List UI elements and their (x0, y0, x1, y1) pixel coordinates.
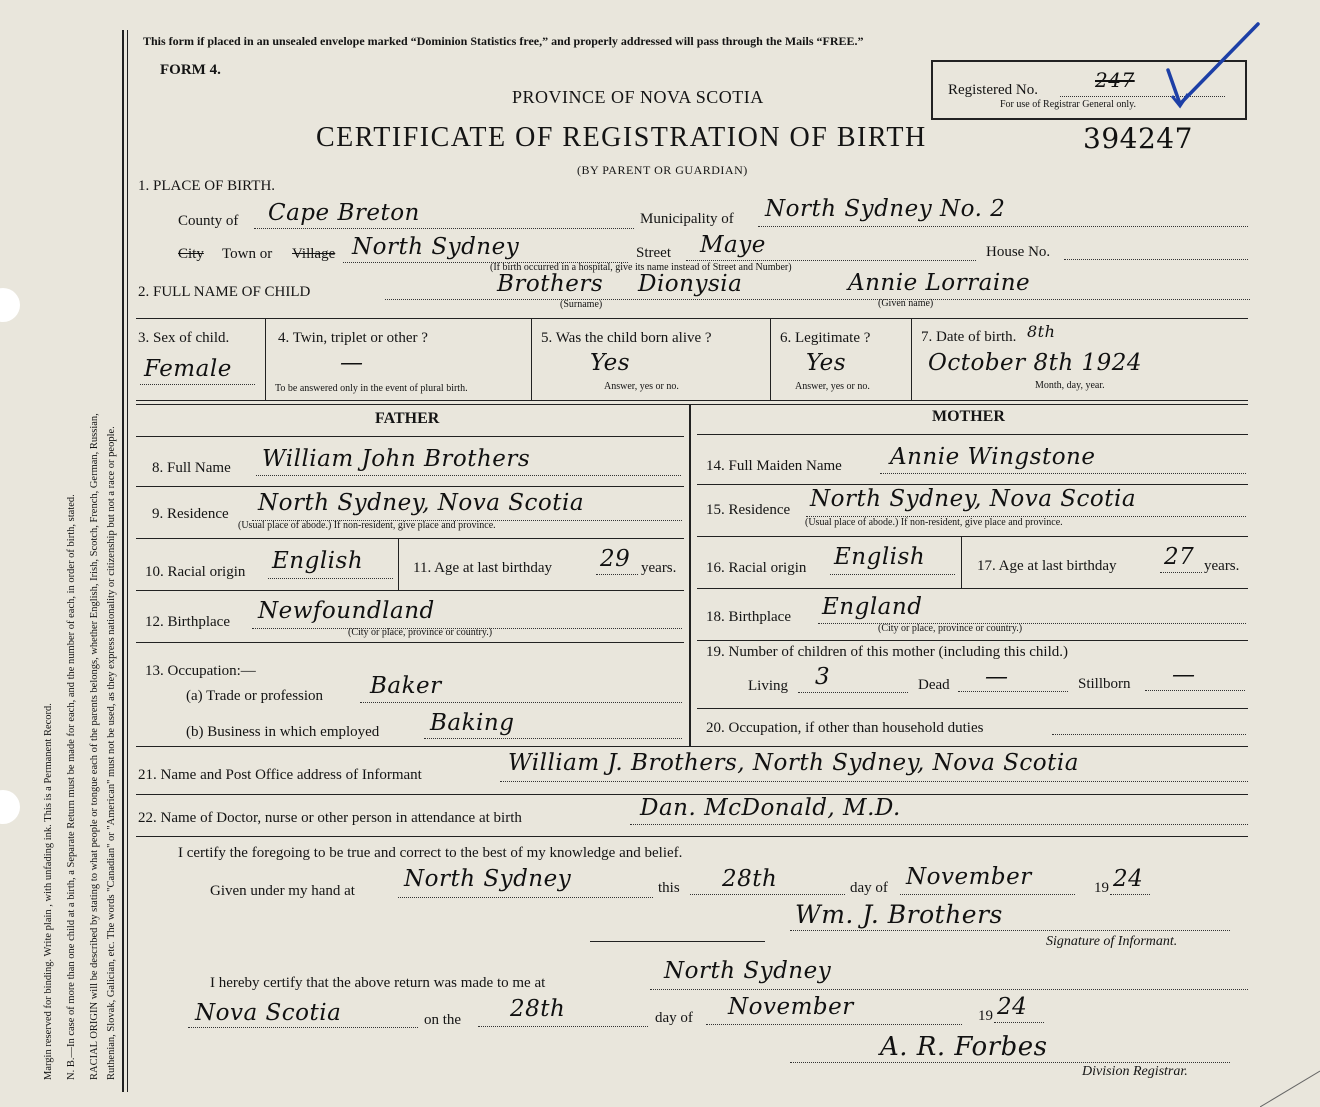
occupation-label: 13. Occupation:— (145, 663, 256, 679)
county-line (254, 228, 634, 229)
surname-note: (Surname) (560, 299, 603, 310)
mail-notice: This form if placed in an unsealed envelope marked “Dominion Statistics free,” and properly addressed will pass through the Mails “FREE.” (143, 34, 864, 48)
given-under-label: Given under my hand at (210, 883, 355, 899)
mother-birthplace-label: 18. Birthplace (706, 609, 791, 625)
certify-statement: I certify the foregoing to be true and correct to the best of my knowledge and belief. (178, 845, 683, 861)
mother-race-label: 16. Racial origin (706, 560, 807, 576)
doctor-label: 22. Name of Doctor, nurse or other person in attendance at birth (138, 810, 522, 826)
registrar-on-the-label: on the (424, 1012, 462, 1028)
certify-year-prefix: 19 (1094, 880, 1109, 896)
registered-label: Registered No. (948, 82, 1038, 98)
doctor-value: Dan. McDonald, M.D. (640, 795, 901, 821)
registrar-statement: I hereby certify that the above return was made to me at (210, 975, 546, 991)
given-place-value: North Sydney (404, 866, 572, 892)
father-age-line (596, 574, 638, 575)
informant-value: William J. Brothers, North Sydney, Nova Scotia (508, 750, 1079, 776)
father-birthplace-value: Newfoundland (258, 598, 435, 624)
child-surname: Brothers (497, 271, 604, 297)
certify-year-line (1110, 894, 1150, 895)
certify-month-value: November (906, 864, 1032, 890)
mother-occupation-label: 20. Occupation, if other than household duties (706, 720, 984, 736)
registrar-month-value: November (728, 994, 854, 1020)
informant-signature: Wm. J. Brothers (795, 900, 1003, 929)
street-label: Street (636, 245, 671, 261)
mother-heading: MOTHER (932, 408, 1005, 425)
hospital-note: (If birth occurred in a hospital, give its name instead of Street and Number) (490, 262, 792, 273)
alive-value: Yes (590, 350, 631, 376)
child-given-name-1: Dionysia (638, 271, 743, 297)
certificate-subtitle: (BY PARENT OR GUARDIAN) (577, 163, 748, 177)
registrar-place-1: North Sydney (664, 958, 832, 984)
father-residence-value: North Sydney, Nova Scotia (258, 490, 585, 516)
mother-race-divider (961, 536, 962, 588)
dead-line (958, 691, 1068, 692)
mother-age-value: 27 (1164, 544, 1195, 570)
city-label: City (178, 246, 204, 262)
parents-center-divider (689, 404, 691, 746)
punch-hole-bottom (0, 790, 20, 824)
child-given-name-2: Annie Lorraine (848, 270, 1031, 296)
father-rule-3 (136, 538, 684, 539)
mother-residence-label: 15. Residence (706, 502, 791, 518)
margin-note-3: RACIAL ORIGIN will be described by stating to what people or tongue each of the parents belongs, whether English, Irish, Scotch, French, German, Russian, (89, 413, 100, 1080)
legitimate-value: Yes (806, 350, 847, 376)
registrar-place-2: Nova Scotia (195, 1000, 342, 1026)
given-name-note: (Given name) (878, 298, 934, 309)
dob-label: 7. Date of birth. (921, 329, 1017, 345)
registrar-day-line (478, 1026, 648, 1027)
dob-note: Month, day, year. (1035, 380, 1105, 391)
sex-line (140, 384, 255, 385)
dead-value: — (985, 664, 1009, 690)
sex-label: 3. Sex of child. (138, 330, 230, 346)
father-rule-1 (136, 436, 684, 437)
registrar-month-line (706, 1024, 962, 1025)
certify-day-of-label: day of (850, 880, 888, 896)
registrar-day-value: 28th (510, 996, 566, 1022)
mother-age-label: 17. Age at last birthday (977, 558, 1117, 574)
legitimate-note: Answer, yes or no. (795, 381, 870, 392)
sex-value: Female (144, 356, 232, 382)
certificate-number: 394247 (1083, 122, 1193, 155)
registered-number: 247 (1095, 68, 1135, 92)
row3-divider-4 (911, 318, 912, 400)
trade-line (360, 702, 682, 703)
dead-label: Dead (918, 677, 950, 693)
parents-top-line (136, 404, 1248, 405)
trade-label: (a) Trade or profession (186, 688, 324, 704)
father-name-label: 8. Full Name (152, 460, 231, 476)
informant-label: 21. Name and Post Office address of Informant (138, 767, 422, 783)
row3-divider-3 (770, 318, 771, 400)
living-line (798, 692, 908, 693)
mother-rule-2 (697, 484, 1248, 485)
punch-hole-top (0, 288, 20, 322)
mother-race-value: English (834, 544, 926, 570)
father-rule-2 (136, 486, 684, 487)
mother-name-label: 14. Full Maiden Name (706, 458, 842, 474)
mother-rule-3 (697, 536, 1248, 537)
municipality-line (758, 226, 1248, 227)
registrar-year-prefix: 19 (978, 1008, 993, 1024)
dob-super: 8th (1027, 322, 1056, 341)
mother-rule-4 (697, 588, 1248, 589)
certify-day-value: 28th (722, 866, 778, 892)
county-value: Cape Breton (268, 200, 420, 226)
father-name-line (256, 475, 681, 476)
father-rule-5 (136, 642, 684, 643)
registrar-day-of-label: day of (655, 1010, 693, 1026)
living-label: Living (748, 678, 788, 694)
mother-occupation-line (1052, 734, 1246, 735)
mother-age-line (1160, 572, 1202, 573)
province-heading: PROVINCE OF NOVA SCOTIA (512, 87, 764, 107)
informant-signature-line (790, 930, 1230, 931)
row3-divider-2 (531, 318, 532, 400)
mother-years-label: years. (1204, 558, 1240, 574)
row3-divider-1 (265, 318, 266, 400)
street-line (686, 260, 976, 261)
blue-check-mark (1158, 18, 1268, 118)
informant-top-line (136, 746, 1248, 747)
alive-note: Answer, yes or no. (604, 381, 679, 392)
certify-year-value: 24 (1113, 866, 1144, 892)
mother-residence-value: North Sydney, Nova Scotia (810, 486, 1137, 512)
mother-rule-5 (697, 640, 1248, 641)
business-line (424, 738, 682, 739)
mother-birthplace-note: (City or place, province or country.) (878, 623, 1023, 634)
county-label: County of (178, 213, 239, 229)
living-value: 3 (815, 664, 831, 690)
mother-residence-note: (Usual place of abode.) If non-resident, give place and province. (805, 517, 1063, 528)
registrar-place-line (650, 989, 1248, 990)
father-years-label: years. (641, 560, 677, 576)
form-number: FORM 4. (160, 62, 221, 78)
municipality-value: North Sydney No. 2 (765, 196, 1006, 222)
child-name-label: 2. FULL NAME OF CHILD (138, 284, 311, 300)
mother-rule-1 (697, 434, 1248, 435)
registrar-signature: A. R. Forbes (880, 1032, 1048, 1062)
village-label: Village (292, 246, 336, 262)
father-name-value: William John Brothers (262, 446, 531, 472)
alive-label: 5. Was the child born alive ? (541, 330, 712, 346)
business-value: Baking (430, 710, 515, 736)
dob-value: October 8th 1924 (928, 350, 1143, 376)
certificate-title: CERTIFICATE OF REGISTRATION OF BIRTH (316, 122, 927, 153)
row3-bottom-line (136, 400, 1248, 401)
margin-note-2: N. B.—In case of more than one child at a birth, a Separate Return must be made for each, and the number of each, in order of birth, stated. (66, 494, 77, 1080)
place-of-birth-heading: 1. PLACE OF BIRTH. (138, 178, 276, 194)
left-border-outer (122, 30, 124, 1092)
mother-name-line (880, 473, 1246, 474)
certify-day-line (690, 894, 845, 895)
twin-value: — (340, 350, 364, 376)
corner-fold-mark (1260, 1067, 1320, 1107)
father-race-divider (398, 538, 399, 590)
doctor-line (630, 824, 1248, 825)
father-birthplace-label: 12. Birthplace (145, 614, 230, 630)
father-residence-label: 9. Residence (152, 506, 229, 522)
father-birthplace-note: (City or place, province or country.) (348, 627, 493, 638)
registrar-year-line (994, 1022, 1044, 1023)
father-rule-4 (136, 590, 684, 591)
business-label: (b) Business in which employed (186, 724, 380, 740)
house-line (1064, 259, 1248, 260)
child-name-line (385, 299, 1250, 300)
twin-note: To be answered only in the event of plural birth. (275, 383, 468, 394)
certify-month-line (900, 894, 1075, 895)
father-age-value: 29 (600, 546, 631, 572)
margin-note-1: Margin reserved for binding. Write plain , with unfading ink. This is a Permanent Record. (43, 703, 54, 1080)
separator-short-line (590, 941, 765, 942)
father-age-label: 11. Age at last birthday (413, 560, 552, 576)
house-label: House No. (986, 244, 1051, 260)
given-place-line (398, 897, 653, 898)
legitimate-label: 6. Legitimate ? (780, 330, 871, 346)
twin-label: 4. Twin, triplet or other ? (278, 330, 428, 346)
registrar-year-value: 24 (997, 994, 1028, 1020)
this-label: this (658, 880, 680, 896)
row3-top-line (136, 318, 1248, 319)
mother-race-line (830, 574, 955, 575)
division-registrar-label: Division Registrar. (1082, 1064, 1188, 1079)
municipality-label: Municipality of (640, 211, 734, 227)
father-race-value: English (272, 548, 364, 574)
informant-line (500, 781, 1248, 782)
stillborn-line (1145, 690, 1245, 691)
left-border-inner (127, 30, 128, 1092)
registrar-place-2-line (188, 1027, 418, 1028)
street-value: Maye (700, 232, 766, 258)
father-race-label: 10. Racial origin (145, 564, 246, 580)
children-count-label: 19. Number of children of this mother (including this child.) (706, 644, 1069, 660)
registrar-signature-line (790, 1062, 1230, 1063)
father-residence-note: (Usual place of abode.) If non-resident, give place and province. (238, 520, 496, 531)
signature-of-informant-label: Signature of Informant. (1046, 934, 1178, 949)
father-heading: FATHER (375, 410, 440, 427)
town-value: North Sydney (352, 234, 520, 260)
father-race-line (268, 578, 393, 579)
mother-birthplace-value: England (822, 594, 923, 620)
trade-value: Baker (370, 673, 442, 699)
certify-top-line (136, 836, 1248, 837)
stillborn-value: — (1172, 662, 1196, 688)
mother-rule-6 (697, 708, 1248, 709)
town-label: Town or (222, 246, 273, 262)
registrar-general-note: For use of Registrar General only. (1000, 99, 1136, 110)
margin-note-4: Ruthenian, Slovak, Galician, etc. The words "Canadian" or "American" must not be used, as they express nationality or citizenship but not a race or people. (106, 426, 117, 1080)
mother-name-value: Annie Wingstone (890, 444, 1096, 470)
stillborn-label: Stillborn (1078, 676, 1131, 692)
